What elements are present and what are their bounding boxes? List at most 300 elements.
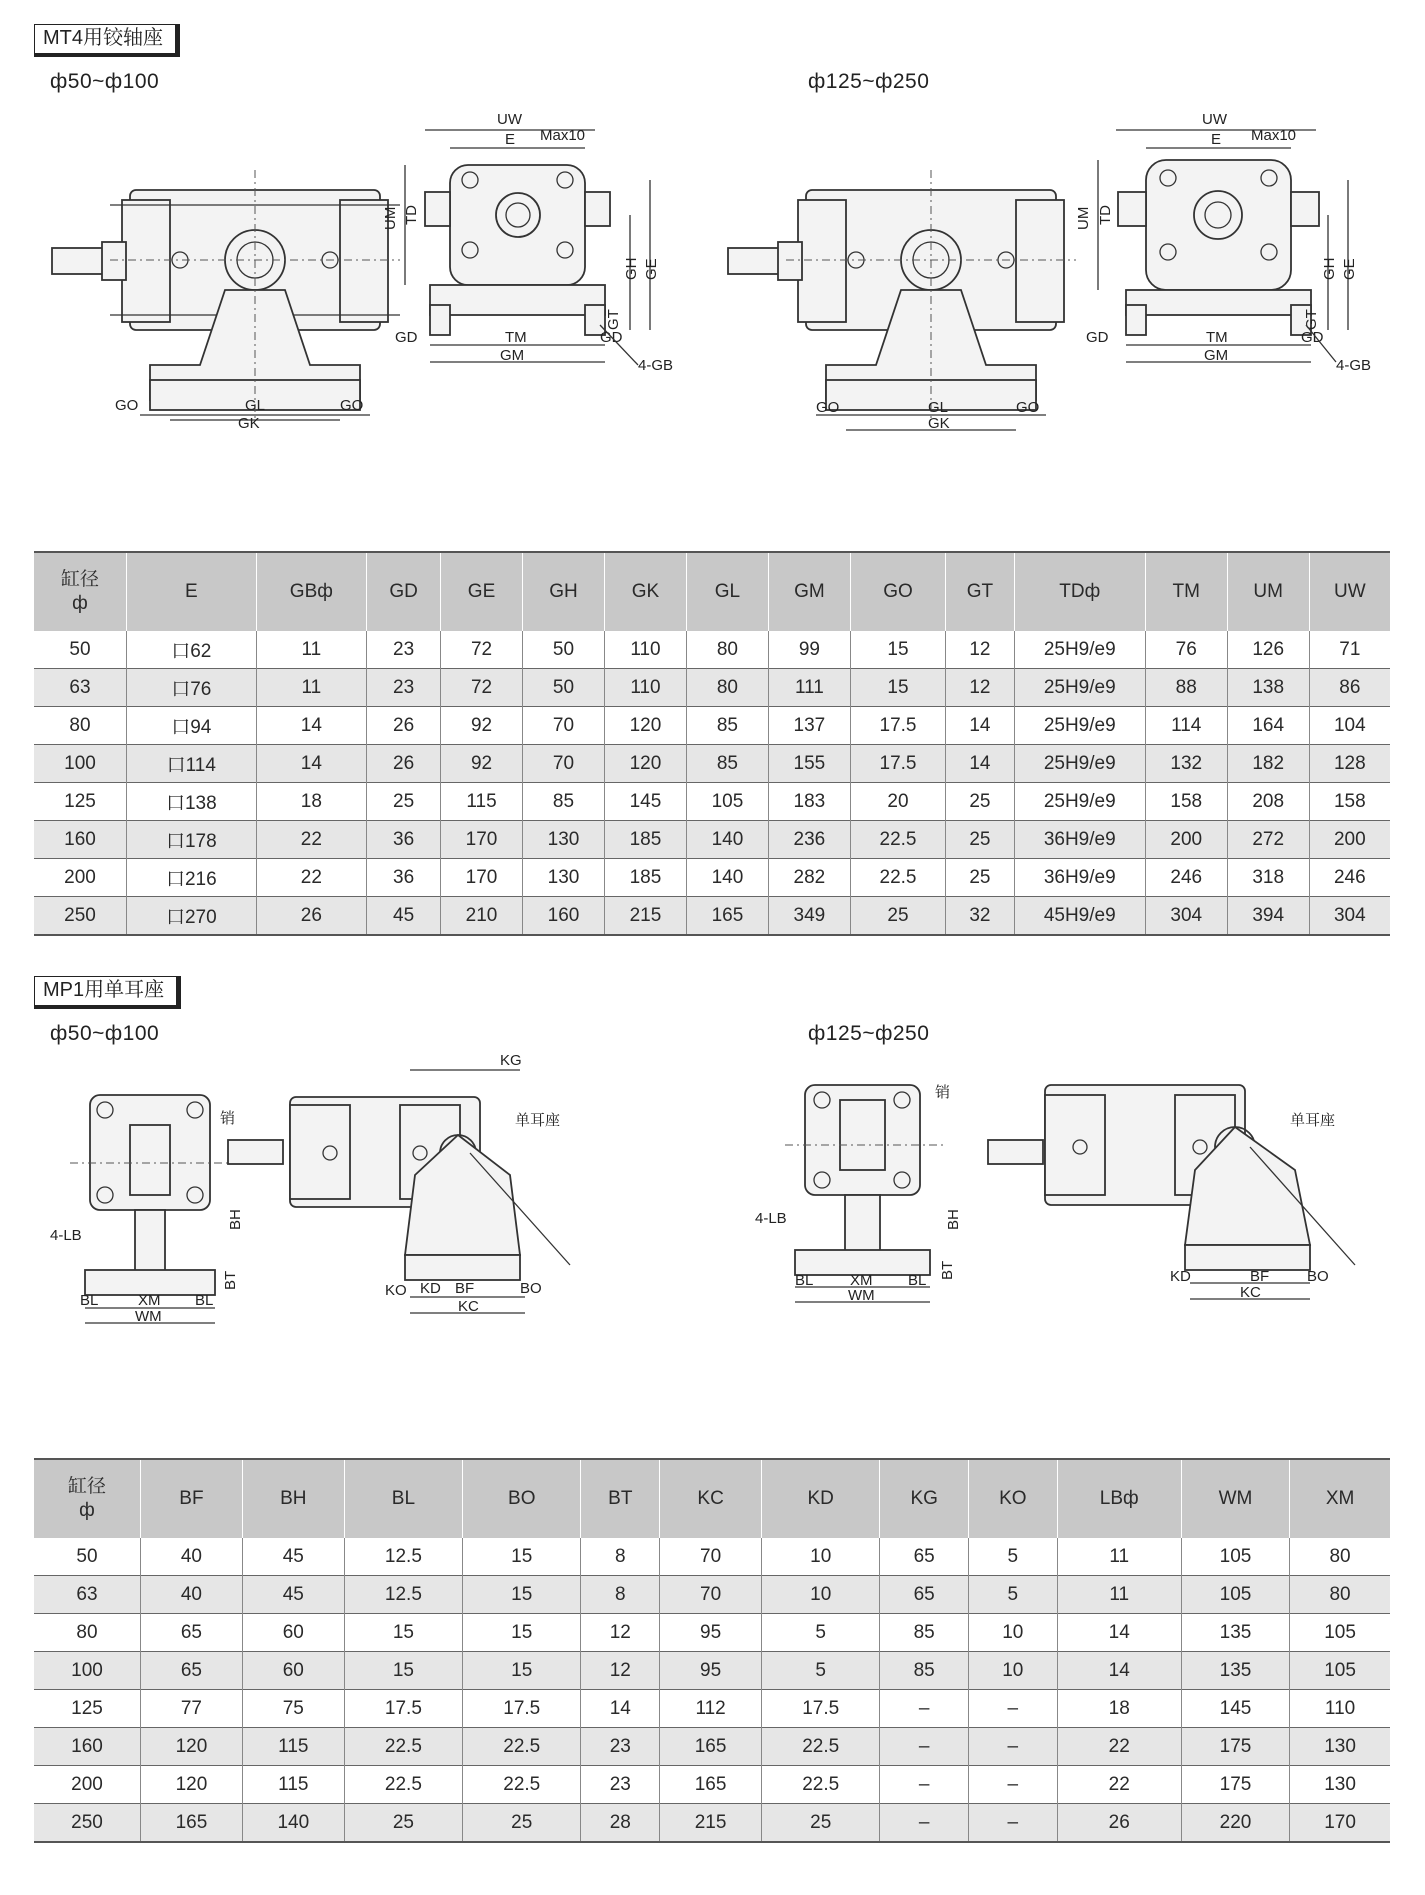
table-cell: 5 [968,1576,1057,1614]
table-cell: 63 [34,1576,141,1614]
table-cell: 165 [660,1766,762,1804]
table-cell: 15 [850,631,945,669]
mp1-front-view [50,1095,244,1325]
table-cell: 15 [463,1614,581,1652]
dim-label-gh-2: GH [1321,257,1338,280]
dim-label-bf-2: BF [1250,1268,1270,1285]
table-cell: 304 [1309,897,1390,936]
mp1-spec-table [34,1458,1390,1843]
table-cell: 18 [1057,1690,1181,1728]
table-cell: 14 [256,745,367,783]
mp1-front-view-large [755,1083,962,1304]
table-cell: 12 [581,1614,660,1652]
label-clevis-seat: 单耳座 [515,1112,561,1129]
table-cell: 22 [256,859,367,897]
table-cell: 130 [523,821,605,859]
table-cell: 25 [946,821,1015,859]
dim-label-kg: KG [500,1052,522,1069]
table-cell: 60 [242,1652,344,1690]
table-cell: 80 [1290,1576,1390,1614]
table-cell: 10 [968,1614,1057,1652]
table-row [34,1766,1390,1804]
mp1-drawing-large [730,1065,1370,1355]
dim-label-td: TD [403,205,420,225]
table-cell: 120 [604,707,686,745]
col-header: KG [880,1459,969,1538]
table-cell: 100 [34,745,127,783]
table-cell: 10 [762,1538,880,1576]
table-cell: 32 [946,897,1015,936]
table-cell: 36H9/e9 [1014,859,1145,897]
table-cell: 140 [686,821,768,859]
table-cell: 80 [686,669,768,707]
dim-label-uw-2: UW [1202,111,1227,128]
col-header: GBф [256,552,367,631]
dim-label-uw: UW [497,111,522,128]
label-clevis-seat-2: 单耳座 [1290,1112,1336,1129]
table-cell: 45 [242,1576,344,1614]
table-cell: 272 [1227,821,1309,859]
col-header: GT [946,552,1015,631]
table-header-row [34,1459,1390,1538]
table-cell: 114 [1145,707,1227,745]
table-cell: 137 [768,707,850,745]
mt4-drawing-large [716,111,1386,450]
table-cell: 85 [880,1652,969,1690]
table-cell: 170 [1290,1804,1390,1843]
table-cell: 130 [1290,1766,1390,1804]
table-cell: 40 [141,1538,243,1576]
table-cell: 164 [1227,707,1309,745]
table-cell: 183 [768,783,850,821]
table-cell: 12.5 [344,1576,462,1614]
table-cell: 17.5 [344,1690,462,1728]
table-cell: 86 [1309,669,1390,707]
table-cell: 80 [1290,1538,1390,1576]
mp1-table-body [34,1538,1390,1842]
table-cell: 50 [523,631,605,669]
table-cell: 22.5 [463,1766,581,1804]
table-cell: 182 [1227,745,1309,783]
table-cell: 200 [64,866,96,888]
table-cell: 70 [660,1538,762,1576]
table-cell: 65 [880,1576,969,1614]
dim-label-bl: BL [80,1292,99,1309]
table-cell: 155 [768,745,850,783]
table-cell: 160 [523,897,605,936]
mt4-side-view [52,170,400,432]
range-small-bore-mp1: ф50~ф100 [50,1022,160,1045]
table-cell: 99 [768,631,850,669]
table-cell: 130 [1290,1728,1390,1766]
table-header-row [34,552,1390,631]
table-cell: 125 [64,790,96,812]
dim-label-bt-2: BT [939,1260,956,1280]
table-cell: 23 [581,1728,660,1766]
table-cell: 口94 [127,707,257,745]
table-cell: 口270 [127,897,257,936]
col-header: TM [1145,552,1227,631]
table-cell: 26 [1057,1804,1181,1843]
table-cell: 50 [69,638,91,660]
table-cell: 158 [1309,783,1390,821]
table-cell: – [880,1804,969,1843]
col-header: E [127,552,257,631]
dim-label-go-right: GO [340,397,364,414]
table-cell: 126 [1227,631,1309,669]
table-cell: 71 [1309,631,1390,669]
table-cell: 14 [1057,1652,1181,1690]
range-large-bore-mp1: ф125~ф250 [808,1022,930,1045]
table-cell: 110 [1290,1690,1390,1728]
mp1-side-view [228,1052,570,1315]
table-cell: 128 [1309,745,1390,783]
table-cell: 65 [880,1538,969,1576]
table-cell: 18 [256,783,367,821]
table-cell: 158 [1145,783,1227,821]
table-cell: 85 [880,1614,969,1652]
table-cell: 口216 [127,859,257,897]
dim-label-4gb-2: 4-GB [1336,357,1372,374]
dim-label-td-2: TD [1097,205,1114,225]
table-cell: 200 [1309,821,1390,859]
table-cell: 85 [686,707,768,745]
table-cell: 282 [768,859,850,897]
table-cell: 115 [242,1728,344,1766]
dim-label-4lb-2: 4-LB [755,1210,787,1227]
dim-label-ko: KO [385,1282,407,1299]
table-row [34,1614,1390,1652]
table-cell: 246 [1309,859,1390,897]
table-cell: 394 [1227,897,1309,936]
dim-label-e: E [505,131,516,148]
table-row [34,745,1390,783]
dim-label-wm: WM [135,1308,162,1325]
table-cell: 138 [1227,669,1309,707]
table-row [34,1538,1390,1576]
table-cell: 22.5 [762,1766,880,1804]
dim-label-bo: BO [520,1280,542,1297]
table-cell: 110 [604,669,686,707]
dim-label-4lb: 4-LB [50,1227,82,1244]
table-cell: 12.5 [344,1538,462,1576]
dim-label-kc: KC [458,1298,479,1315]
table-cell: 口62 [127,631,257,669]
dim-label-gm-2: GM [1204,347,1229,364]
table-cell: 25 [946,859,1015,897]
table-cell: 70 [523,745,605,783]
table-cell: 11 [1057,1576,1181,1614]
col-header: XM [1290,1459,1390,1538]
table-cell: 23 [367,669,441,707]
col-header: GL [686,552,768,631]
dim-label-xm-2: XM [850,1272,873,1289]
table-cell: 95 [660,1652,762,1690]
table-cell: 250 [34,897,127,936]
dim-label-um-2: UM [1075,206,1092,230]
table-cell: 80 [69,714,91,736]
dim-label-4gb: 4-GB [638,357,674,374]
table-cell: 15 [850,669,945,707]
table-cell: 22 [1057,1728,1181,1766]
table-cell: 110 [604,631,686,669]
mt4-front-view [382,111,673,374]
table-cell: 104 [1309,707,1390,745]
table-cell: 76 [1145,631,1227,669]
table-cell: 36 [367,859,441,897]
table-cell: 22.5 [762,1728,880,1766]
table-cell: 26 [256,897,367,936]
table-cell: 135 [1181,1652,1289,1690]
table-cell: 14 [256,707,367,745]
col-header: GM [768,552,850,631]
table-cell: 170 [441,821,523,859]
table-cell: 22.5 [344,1728,462,1766]
table-row [34,783,1390,821]
table-cell: 5 [762,1614,880,1652]
table-cell: 105 [1181,1576,1289,1614]
table-cell: 12 [946,631,1015,669]
table-cell: 165 [660,1728,762,1766]
table-cell: 15 [463,1538,581,1576]
dim-label-bt: BT [222,1270,239,1290]
table-row [34,1728,1390,1766]
table-cell: 25H9/e9 [1014,669,1145,707]
table-cell: 22.5 [850,821,945,859]
dim-label-gt-2: GT [1303,309,1320,330]
dim-label-xm: XM [138,1292,161,1309]
table-cell: 92 [441,745,523,783]
table-cell: 65 [141,1652,243,1690]
dim-label-kd: KD [420,1280,441,1297]
table-cell: 15 [344,1614,462,1652]
col-header: WM [1181,1459,1289,1538]
table-cell: 132 [1145,745,1227,783]
table-cell: 17.5 [850,745,945,783]
table-cell: 45H9/e9 [1014,897,1145,936]
table-cell: 10 [968,1652,1057,1690]
table-cell: 25 [463,1804,581,1843]
table-cell: 25 [946,783,1015,821]
table-cell: 25 [762,1804,880,1843]
table-cell: – [880,1728,969,1766]
col-header: GE [441,552,523,631]
table-cell: 70 [523,707,605,745]
table-cell: 25H9/e9 [1014,745,1145,783]
col-header: BO [463,1459,581,1538]
table-cell: – [880,1690,969,1728]
table-cell: 115 [441,783,523,821]
dim-label-max10-2: Max10 [1251,127,1297,144]
dim-label-go-l2: GO [816,399,840,416]
table-cell: 112 [660,1690,762,1728]
dim-label-wm-2: WM [848,1287,875,1304]
table-cell: 215 [604,897,686,936]
table-row [34,897,1390,936]
label-pin: 销 [220,1110,236,1127]
mt4-spec-table [34,551,1390,936]
col-header: BH [242,1459,344,1538]
section-title-mt4: MT4用铰轴座 [34,24,180,57]
col-header: GD [367,552,441,631]
table-cell: 250 [34,1804,141,1843]
table-row [34,1576,1390,1614]
table-cell: 50 [76,1545,98,1567]
table-cell: 50 [523,669,605,707]
dim-label-kc-2: KC [1240,1284,1261,1301]
mt4-drawing-small [40,111,740,450]
table-cell: 28 [581,1804,660,1843]
table-cell: 236 [768,821,850,859]
col-header: KD [762,1459,880,1538]
table-row [34,1652,1390,1690]
dim-label-bh-2: BH [945,1209,962,1230]
table-cell: 15 [463,1652,581,1690]
dim-label-um: UM [382,206,399,230]
table-cell: 22 [1057,1766,1181,1804]
range-small-bore: ф50~ф100 [50,70,160,93]
table-cell: 105 [1290,1614,1390,1652]
table-cell: 14 [946,707,1015,745]
table-cell: 14 [946,745,1015,783]
table-cell: 92 [441,707,523,745]
table-cell: 22.5 [344,1766,462,1804]
dim-label-tm: TM [505,329,527,346]
table-cell: 40 [141,1576,243,1614]
section-title-mp1: MP1用单耳座 [34,976,181,1009]
table-cell: 200 [1145,821,1227,859]
table-cell: 140 [242,1804,344,1843]
dim-label-gl-2: GL [928,399,949,416]
table-cell: 26 [367,707,441,745]
table-row [34,1804,1390,1843]
table-cell: 349 [768,897,850,936]
table-cell: 8 [581,1538,660,1576]
table-cell: 25 [850,897,945,936]
table-cell: 145 [1181,1690,1289,1728]
table-cell: 17.5 [850,707,945,745]
col-header: BF [141,1459,243,1538]
table-row [34,669,1390,707]
table-cell: 208 [1227,783,1309,821]
table-cell: 175 [1181,1766,1289,1804]
label-pin-2: 销 [935,1084,951,1101]
table-cell: – [968,1804,1057,1843]
table-cell: 105 [1181,1538,1289,1576]
table-cell: 140 [686,859,768,897]
table-cell: 14 [581,1690,660,1728]
dim-label-gl: GL [245,397,266,414]
dim-label-go: GO [115,397,139,414]
table-cell: 135 [1181,1614,1289,1652]
table-cell: 120 [141,1766,243,1804]
mp1-side-view-large [988,1085,1355,1301]
table-cell: 60 [242,1614,344,1652]
mt4-front-view-large [1075,111,1371,374]
table-cell: 25 [367,783,441,821]
mt4-table-body [34,631,1390,935]
table-cell: 22.5 [463,1728,581,1766]
table-cell: 75 [242,1690,344,1728]
table-cell: 165 [686,897,768,936]
mp1-drawing-small [40,1052,720,1355]
table-cell: 12 [946,669,1015,707]
table-cell: 88 [1145,669,1227,707]
col-header: GH [523,552,605,631]
dim-label-e-2: E [1211,131,1222,148]
table-cell: 口114 [127,745,257,783]
dim-label-gd: GD [395,329,418,346]
dim-label-gd-2: GD [1086,329,1109,346]
table-cell: 80 [76,1621,98,1643]
col-header: KO [968,1459,1057,1538]
table-cell: 23 [367,631,441,669]
table-row [34,821,1390,859]
table-cell: 125 [71,1697,103,1719]
dim-label-bo-2: BO [1307,1268,1329,1285]
table-cell: 130 [523,859,605,897]
col-header: LBф [1057,1459,1181,1538]
table-cell: 80 [686,631,768,669]
col-header: UW [1309,552,1390,631]
table-cell: 45 [367,897,441,936]
table-cell: – [968,1766,1057,1804]
table-cell: 17.5 [463,1690,581,1728]
table-cell: – [968,1728,1057,1766]
table-cell: 165 [141,1804,243,1843]
table-cell: – [968,1690,1057,1728]
table-cell: 246 [1145,859,1227,897]
dim-label-bh: BH [227,1209,244,1230]
dim-label-bl-2: BL [795,1272,814,1289]
col-header: TDф [1014,552,1145,631]
table-cell: 22 [256,821,367,859]
table-cell: 63 [34,669,127,707]
table-cell: 36 [367,821,441,859]
table-cell: 175 [1181,1728,1289,1766]
table-cell: 72 [441,631,523,669]
table-cell: 220 [1181,1804,1289,1843]
table-cell: 17.5 [762,1690,880,1728]
dim-label-ge: GE [643,258,660,280]
table-cell: 12 [581,1652,660,1690]
table-cell: 11 [256,631,367,669]
table-cell: 304 [1145,897,1227,936]
table-cell: 15 [344,1652,462,1690]
dim-label-bl-right: BL [195,1292,214,1309]
table-cell: 200 [71,1773,103,1795]
table-cell: 25H9/e9 [1014,783,1145,821]
dim-label-tm-2: TM [1206,329,1228,346]
table-cell: 185 [604,821,686,859]
table-cell: 70 [660,1576,762,1614]
table-cell: 23 [581,1766,660,1804]
table-cell: 72 [441,669,523,707]
table-cell: 20 [850,783,945,821]
table-cell: 185 [604,859,686,897]
table-cell: 11 [1057,1538,1181,1576]
table-cell: 145 [604,783,686,821]
table-cell: 115 [242,1766,344,1804]
table-cell: 85 [686,745,768,783]
col-header: BL [344,1459,462,1538]
dim-label-gt: GT [605,309,622,330]
table-row [34,1690,1390,1728]
table-cell: 口76 [127,669,257,707]
table-cell: 口178 [127,821,257,859]
col-header: GK [604,552,686,631]
table-cell: 95 [660,1614,762,1652]
